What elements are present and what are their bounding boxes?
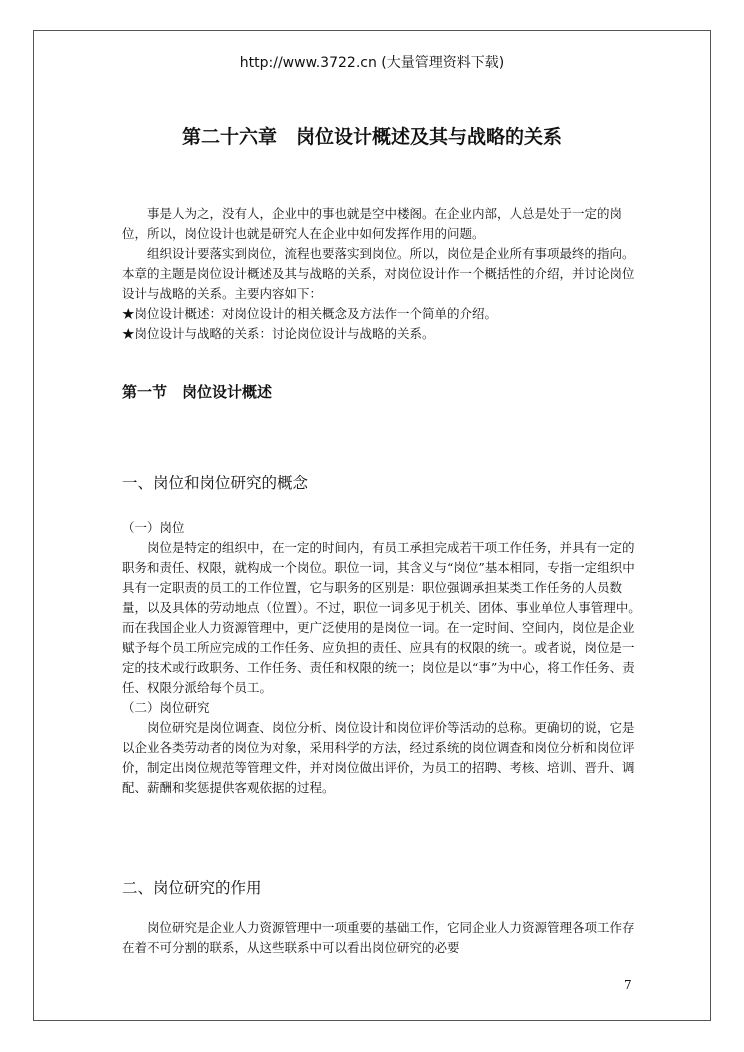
final-paragraph: 岗位研究是企业人力资源管理中一项重要的基础工作，它同企业人力资源管理各项工作存在着不可分割的联系，从这些联系中可以看出岗位研究的必要	[122, 920, 635, 955]
chapter-title: 第二十六章 岗位设计概述及其与战略的关系	[181, 126, 562, 148]
subsection-1-text: 岗位是特定的组织中，在一定的时间内，有员工承担完成若干项工作任务，并具有一定的职务和责任、权限，就构成一个岗位。职位一词，其含义与“岗位”基本相同，专指一定组织中具有一定职责的员工的工作位置，它与职务的区别是：职位强调承担某类工作任务的人员数量，以及具体的劳动地点（位置）。不过，职位一词多见于机关、团体、事业单位人事管理中。而在我国企业人力资源管理中，更广泛使用的是岗位一词。在一定时间、空间内，岗位是企业赋予每个员工所应完成的工作任务、应负担的责任、应具有的权限的统一。或者说，岗位是一定的技术或行政职务、工作任务、责任和权限的统一；岗位是以“事”为中心，将工作任务、责任、权限分派给每个员工。	[122, 540, 641, 695]
heading-1: 一、岗位和岗位研究的概念	[122, 474, 309, 492]
intro-paragraph-2: 组织设计要落实到岗位，流程也要落实到岗位。所以，岗位是企业所有事项最终的指向。本章的主题是岗位设计概述及其与战略的关系，对岗位设计作一个概括性的介绍，并讨论岗位设计与战略的关系。主要内容如下：	[122, 246, 635, 301]
subsection-2-label: （二）岗位研究	[122, 700, 210, 715]
intro-bullet-2: ★岗位设计与战略的关系：讨论岗位设计与战略的关系。	[122, 326, 435, 341]
subsection-1-label: （一）岗位	[122, 520, 185, 535]
header-url: http://www.3722.cn (大量管理资料下载)	[239, 55, 505, 71]
intro-block	[122, 204, 642, 344]
heading-2: 二、岗位研究的作用	[122, 879, 262, 897]
subsection-2-text: 岗位研究是岗位调查、岗位分析、岗位设计和岗位评价等活动的总称。更确切的说，它是以企业各类劳动者的岗位为对象，采用科学的方法，经过系统的岗位调查和岗位分析和岗位评价，制定出岗位规范等管理文件，并对岗位做出评价，为员工的招聘、考核、培训、晋升、调配、薪酬和奖惩提供客观依据的过程。	[122, 720, 635, 795]
subsection-block	[122, 518, 642, 798]
intro-bullet-1: ★岗位设计概述：对岗位设计的相关概念及方法作一个简单的介绍。	[122, 306, 498, 321]
page-number: 7	[624, 978, 632, 992]
intro-paragraph-1: 事是人为之，没有人，企业中的事也就是空中楼阁。在企业内部，人总是处于一定的岗位，所以，岗位设计也就是研究人在企业中如何发挥作用的问题。	[122, 206, 623, 241]
final-block	[122, 918, 642, 958]
section-title: 第一节 岗位设计概述	[122, 383, 273, 401]
